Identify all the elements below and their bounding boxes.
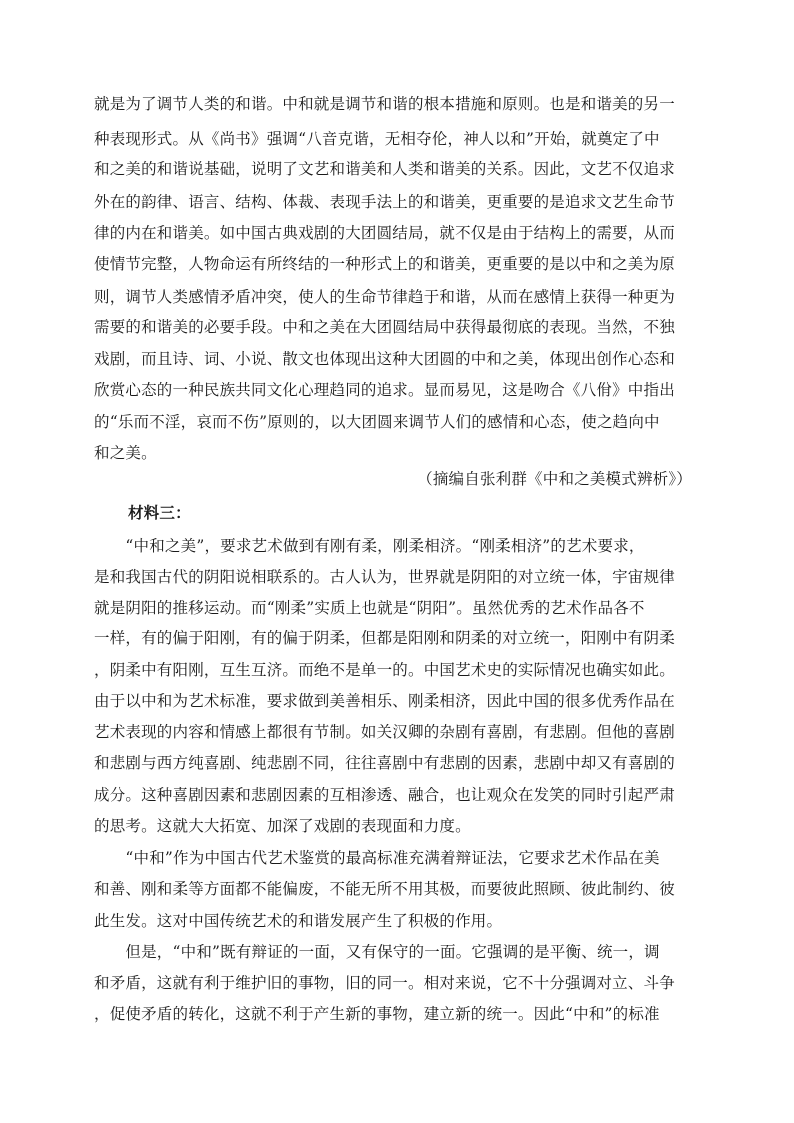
text-line: 戏剧，而且诗、词、小说、散文也体现出这种大团圆的中和之美，体现出创作心态和 <box>94 350 675 368</box>
text-line: 此生发。这对中国传统艺术的和谐发展产生了积极的作用。 <box>94 912 503 930</box>
text-line: 的思考。这就大大拓宽、加深了戏剧的表现面和力度。 <box>94 817 471 835</box>
text-line: 一样，有的偏于阳刚，有的偏于阴柔，但都是阳刚和阴柔的对立统一，阳刚中有阴柔 <box>94 629 675 647</box>
text-line: 和善、刚和柔等方面都不能偏废，不能无所不用其极，而要彼此照顾、彼此制约、彼 <box>94 880 675 898</box>
text-line: ，阴柔中有阳刚，互生互济。而绝不是单一的。中国艺术史的实际情况也确实如此。 <box>94 661 675 679</box>
text-line: 和悲剧与西方纯喜剧、纯悲剧不同，往往喜剧中有悲剧的因素，悲剧中却又有喜剧的 <box>94 754 675 772</box>
text-line: 欣赏心态的一种民族共同文化心理趋同的追求。显而易见，这是吻合《八佾》中指出 <box>94 381 675 399</box>
text-line: 就是为了调节人类的和谐。中和就是调节和谐的根本措施和原则。也是和谐美的另一 <box>94 95 675 113</box>
text-line: 由于以中和为艺术标准，要求做到美善相乐、刚柔相济，因此中国的很多优秀作品在 <box>94 692 675 710</box>
text-line: 和矛盾，这就有利于维护旧的事物，旧的同一。相对来说，它不十分强调对立、斗争 <box>94 974 675 992</box>
text-line: “中和之美”，要求艺术做到有刚有柔，刚柔相济。“刚柔相济”的艺术要求， <box>94 537 645 555</box>
text-line: 使情节完整，人物命运有所终结的一种形式上的和谐美，更重要的是以中和之美为原 <box>94 255 675 273</box>
section-heading: 材料三： <box>128 504 191 522</box>
text-line: 律的内在和谐美。如中国古典戏剧的大团圆结局，就不仅是由于结构上的需要，从而 <box>94 224 675 242</box>
text-line: 和之美的和谐说基础，说明了文艺和谐美和人类和谐美的关系。因此，文艺不仅追求 <box>94 160 675 178</box>
text-line: 和之美。 <box>94 444 157 462</box>
text-line: 需要的和谐美的必要手段。中和之美在大团圆结局中获得最彻底的表现。当然，不独 <box>94 318 675 336</box>
text-line: 种表现形式。从《尚书》强调“八音克谐，无相夺伦，神人以和”开始，就奠定了中 <box>94 130 660 148</box>
text-line: 艺术表现的内容和情感上都很有节制。如关汉卿的杂剧有喜剧，有悲剧。但他的喜剧 <box>94 723 675 741</box>
text-line: 则，调节人类感情矛盾冲突，使人的生命节律趋于和谐，从而在感情上获得一种更为 <box>94 288 675 306</box>
text-line: 成分。这种喜剧因素和悲剧因素的互相渗透、融合，也让观众在发笑的同时引起严肃 <box>94 786 675 804</box>
text-line: 的“乐而不淫，哀而不伤”原则的，以大团圆来调节人们的感情和心态，使之趋向中 <box>94 413 660 431</box>
text-line: 是和我国古代的阴阳说相联系的。古人认为，世界就是阴阳的对立统一体，宇宙规律 <box>94 568 675 586</box>
text-line: “中和”作为中国古代艺术鉴赏的最高标准充满着辩证法，它要求艺术作品在美 <box>94 849 660 867</box>
text-line: 外在的韵律、语言、结构、体裁、表现手法上的和谐美，更重要的是追求文艺生命节 <box>94 193 675 211</box>
text-line: 但是，“中和”既有辩证的一面，又有保守的一面。它强调的是平衡、统一，调 <box>94 943 660 961</box>
source-citation: （摘编自张利群《中和之美模式辨析》） <box>417 470 692 488</box>
text-line: ，促使矛盾的转化，这就不利于产生新的事物，建立新的统一。因此“中和”的标准 <box>94 1005 660 1023</box>
text-line: 就是阴阳的推移运动。而“刚柔”实质上也就是“阴阳”。虽然优秀的艺术作品各不 <box>94 599 645 617</box>
